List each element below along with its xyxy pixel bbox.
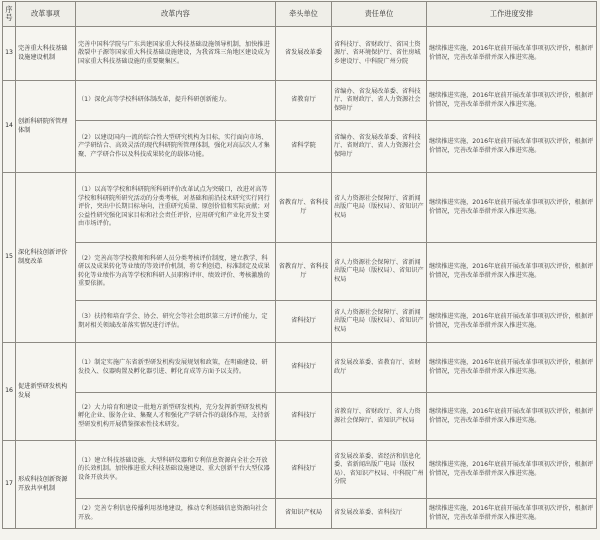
table-row: [3, 301, 597, 343]
row-seq: 16: [3, 343, 16, 441]
table-row: [3, 393, 597, 441]
row-resp: 省人力资源社会保障厅、省新闻出版广电局（版权局）、省知识产权局: [332, 243, 427, 301]
row-seq: 17: [3, 441, 16, 529]
row-resp: 省发展改革委、省经济和信息化委、省新闻出版广电局（版权局）、省知识产权局、中科院广州分院: [332, 441, 427, 499]
table-row: [3, 499, 597, 529]
row-lead: 省科技厅: [276, 343, 332, 393]
table-row: [3, 343, 597, 393]
row-content: （2）以建设国内一流的综合性大型研究机构为目标，实行面向市场、产学研结合、高效灵活的现代科研院所管理体制，强化对高层次人才集聚、产学研合作以及科技成果转化的载体功能。: [76, 121, 276, 173]
row-lead: 省科技厅: [276, 441, 332, 499]
row-lead: 省教育厅、省科技厅: [276, 173, 332, 243]
row-item: 形成科技创新资源开放共享机制: [16, 441, 76, 529]
row-content: （2）完善专利信息传播利用基地建设，推动专利基础信息资源向社会开放。: [76, 499, 276, 529]
row-seq: 13: [3, 27, 16, 81]
table-row: [3, 243, 597, 301]
header-lead: 牵头单位: [276, 2, 332, 27]
row-progress: 继续推进实施，2016年底前开展改革事项初次评价，根据评价情况，完善改革举措并深入推进实施。: [427, 301, 597, 343]
row-lead: 省科技厅: [276, 393, 332, 441]
row-resp: 省编办、省发展改革委、省科技厅、省财政厅、省人力资源社会保障厅: [332, 81, 427, 121]
row-resp: 省科技厅、省财政厅、省国土资源厅、省环境保护厅、省住房城乡建设厅、中科院广州分院: [332, 27, 427, 81]
header-seq: 序号: [3, 2, 16, 27]
header-resp: 责任单位: [332, 2, 427, 27]
row-item: 深化科技创新评价制度改革: [16, 173, 76, 343]
row-content: （2）大力培育和建设一批地方新型研发机构，充分发挥新型研发机构孵化企业、服务企业、集聚人才和强化产学研合作的载体作用，支持新型研发机构开展借鉴探索性技术研发。: [76, 393, 276, 441]
row-lead: 省科技厅: [276, 301, 332, 343]
row-resp: 省人力资源社会保障厅、省新闻出版广电局（版权局）、省知识产权局: [332, 173, 427, 243]
row-progress: 继续推进实施，2016年底前开展改革事项初次评价，根据评价情况，完善改革举措并深入推进实施。: [427, 343, 597, 393]
row-resp: 省发展改革委、省教育厅、省财政厅: [332, 343, 427, 393]
row-progress: 继续推进实施，2016年底前开展改革事项初次评价，根据评价情况，完善改革举措并深入推进实施。: [427, 27, 597, 81]
table-row: [3, 173, 597, 243]
row-resp: 省编办、省发展改革委、省科技厅、省财政厅、省人力资源社会保障厅: [332, 121, 427, 173]
reform-table: [2, 1, 597, 529]
row-lead: 省科学院: [276, 121, 332, 173]
header-item: 改革事项: [16, 2, 76, 27]
row-progress: 继续推进实施，2016年底前开展改革事项初次评价，根据评价情况，完善改革举措并深入推进实施。: [427, 121, 597, 173]
row-progress: 继续推进实施，2016年底前开展改革事项初次评价，根据评价情况，完善改革举措并深入推进实施。: [427, 441, 597, 499]
header-content: 改革内容: [76, 2, 276, 27]
row-lead: 省知识产权局: [276, 499, 332, 529]
table-row: [3, 121, 597, 173]
row-content: （2）完善高等学校教师和科研人员分类考核评价制度，建立教学、科研以及成果转化等业绩的等效评价机制，将专利创造、标准制定及成果转化等业绩作为高等学校和科研人员职称评审、绩效评价、考核激励的重要依据。: [76, 243, 276, 301]
row-progress: 继续推进实施，2016年底前开展改革事项初次评价，根据评价情况，完善改革举措并深入推进实施。: [427, 393, 597, 441]
table-row: [3, 441, 597, 499]
row-progress: 继续推进实施，2016年底前开展改革事项初次评价，根据评价情况，完善改革举措并深入推进实施。: [427, 81, 597, 121]
table-header-row: [3, 2, 597, 27]
row-lead: 省教育厅、省科技厅: [276, 243, 332, 301]
row-lead: 省教育厅: [276, 81, 332, 121]
row-progress: 继续推进实施，2016年底前开展改革事项初次评价，根据评价情况，完善改革举措并深入推进实施。: [427, 173, 597, 243]
row-content: （3）扶持和培育学会、协会、研究会等社会组织第三方评价能力，定期对相关领域改革落实情况进行评估。: [76, 301, 276, 343]
header-progress: 工作进度安排: [427, 2, 597, 27]
row-progress: 继续推进实施，2016年底前开展改革事项初次评价，根据评价情况，完善改革举措并深入推进实施。: [427, 243, 597, 301]
table-row: [3, 81, 597, 121]
row-seq: 14: [3, 81, 16, 173]
row-content: （1）建立科技基础设施、大型科研仪器和专利信息资源向全社会开放的长效机制。加快推进重大科技基础设施建设、重大创新平台大型仪器设备开放共享。: [76, 441, 276, 499]
row-content: （1）制定实施广东省新型研发机构发展规划和政策，在明确建设、研发投入、仪器购置及孵化器引进、孵化育成等方面予以支持。: [76, 343, 276, 393]
row-item: 创新科研院所管理体制: [16, 81, 76, 173]
row-content: （1）以高等学校和科研院所科研评价改革试点为突破口，改进对高等学校和科研院所研究活动的分类考核，对基础和前沿技术研究实行同行评价，突出中长期目标导向，注重研究质量、原创价值和实际贡献；对公益性研究强化国家目标和社会责任评价，应用研究和产业化开发主要由市场评价。: [76, 173, 276, 243]
row-resp: 省发展改革委、省科技厅: [332, 499, 427, 529]
row-content: 完善中国科学院与广东共建国家重大科技基础设施领导机制，加快推进散裂中子源等国家重大科技基础设施建设，为我省珠三角地区建设成为国家重大科技基础设施的重要聚集区。: [76, 27, 276, 81]
row-seq: 15: [3, 173, 16, 343]
row-lead: 省发展改革委: [276, 27, 332, 81]
row-progress: 继续推进实施，2016年底前开展改革事项初次评价，根据评价情况，完善改革举措并深入推进实施。: [427, 499, 597, 529]
row-resp: 省人力资源社会保障厅、省新闻出版广电局（版权局）、省知识产权局: [332, 301, 427, 343]
table-row: [3, 27, 597, 81]
row-item: 促进新型研发机构发展: [16, 343, 76, 441]
row-item: 完善重大科技基础设施建设机制: [16, 27, 76, 81]
row-content: （1）深化高等学校科研体制改革，提升科研创新能力。: [76, 81, 276, 121]
row-resp: 省教育厅、省财政厅、省人力资源社会保障厅、省知识产权局: [332, 393, 427, 441]
